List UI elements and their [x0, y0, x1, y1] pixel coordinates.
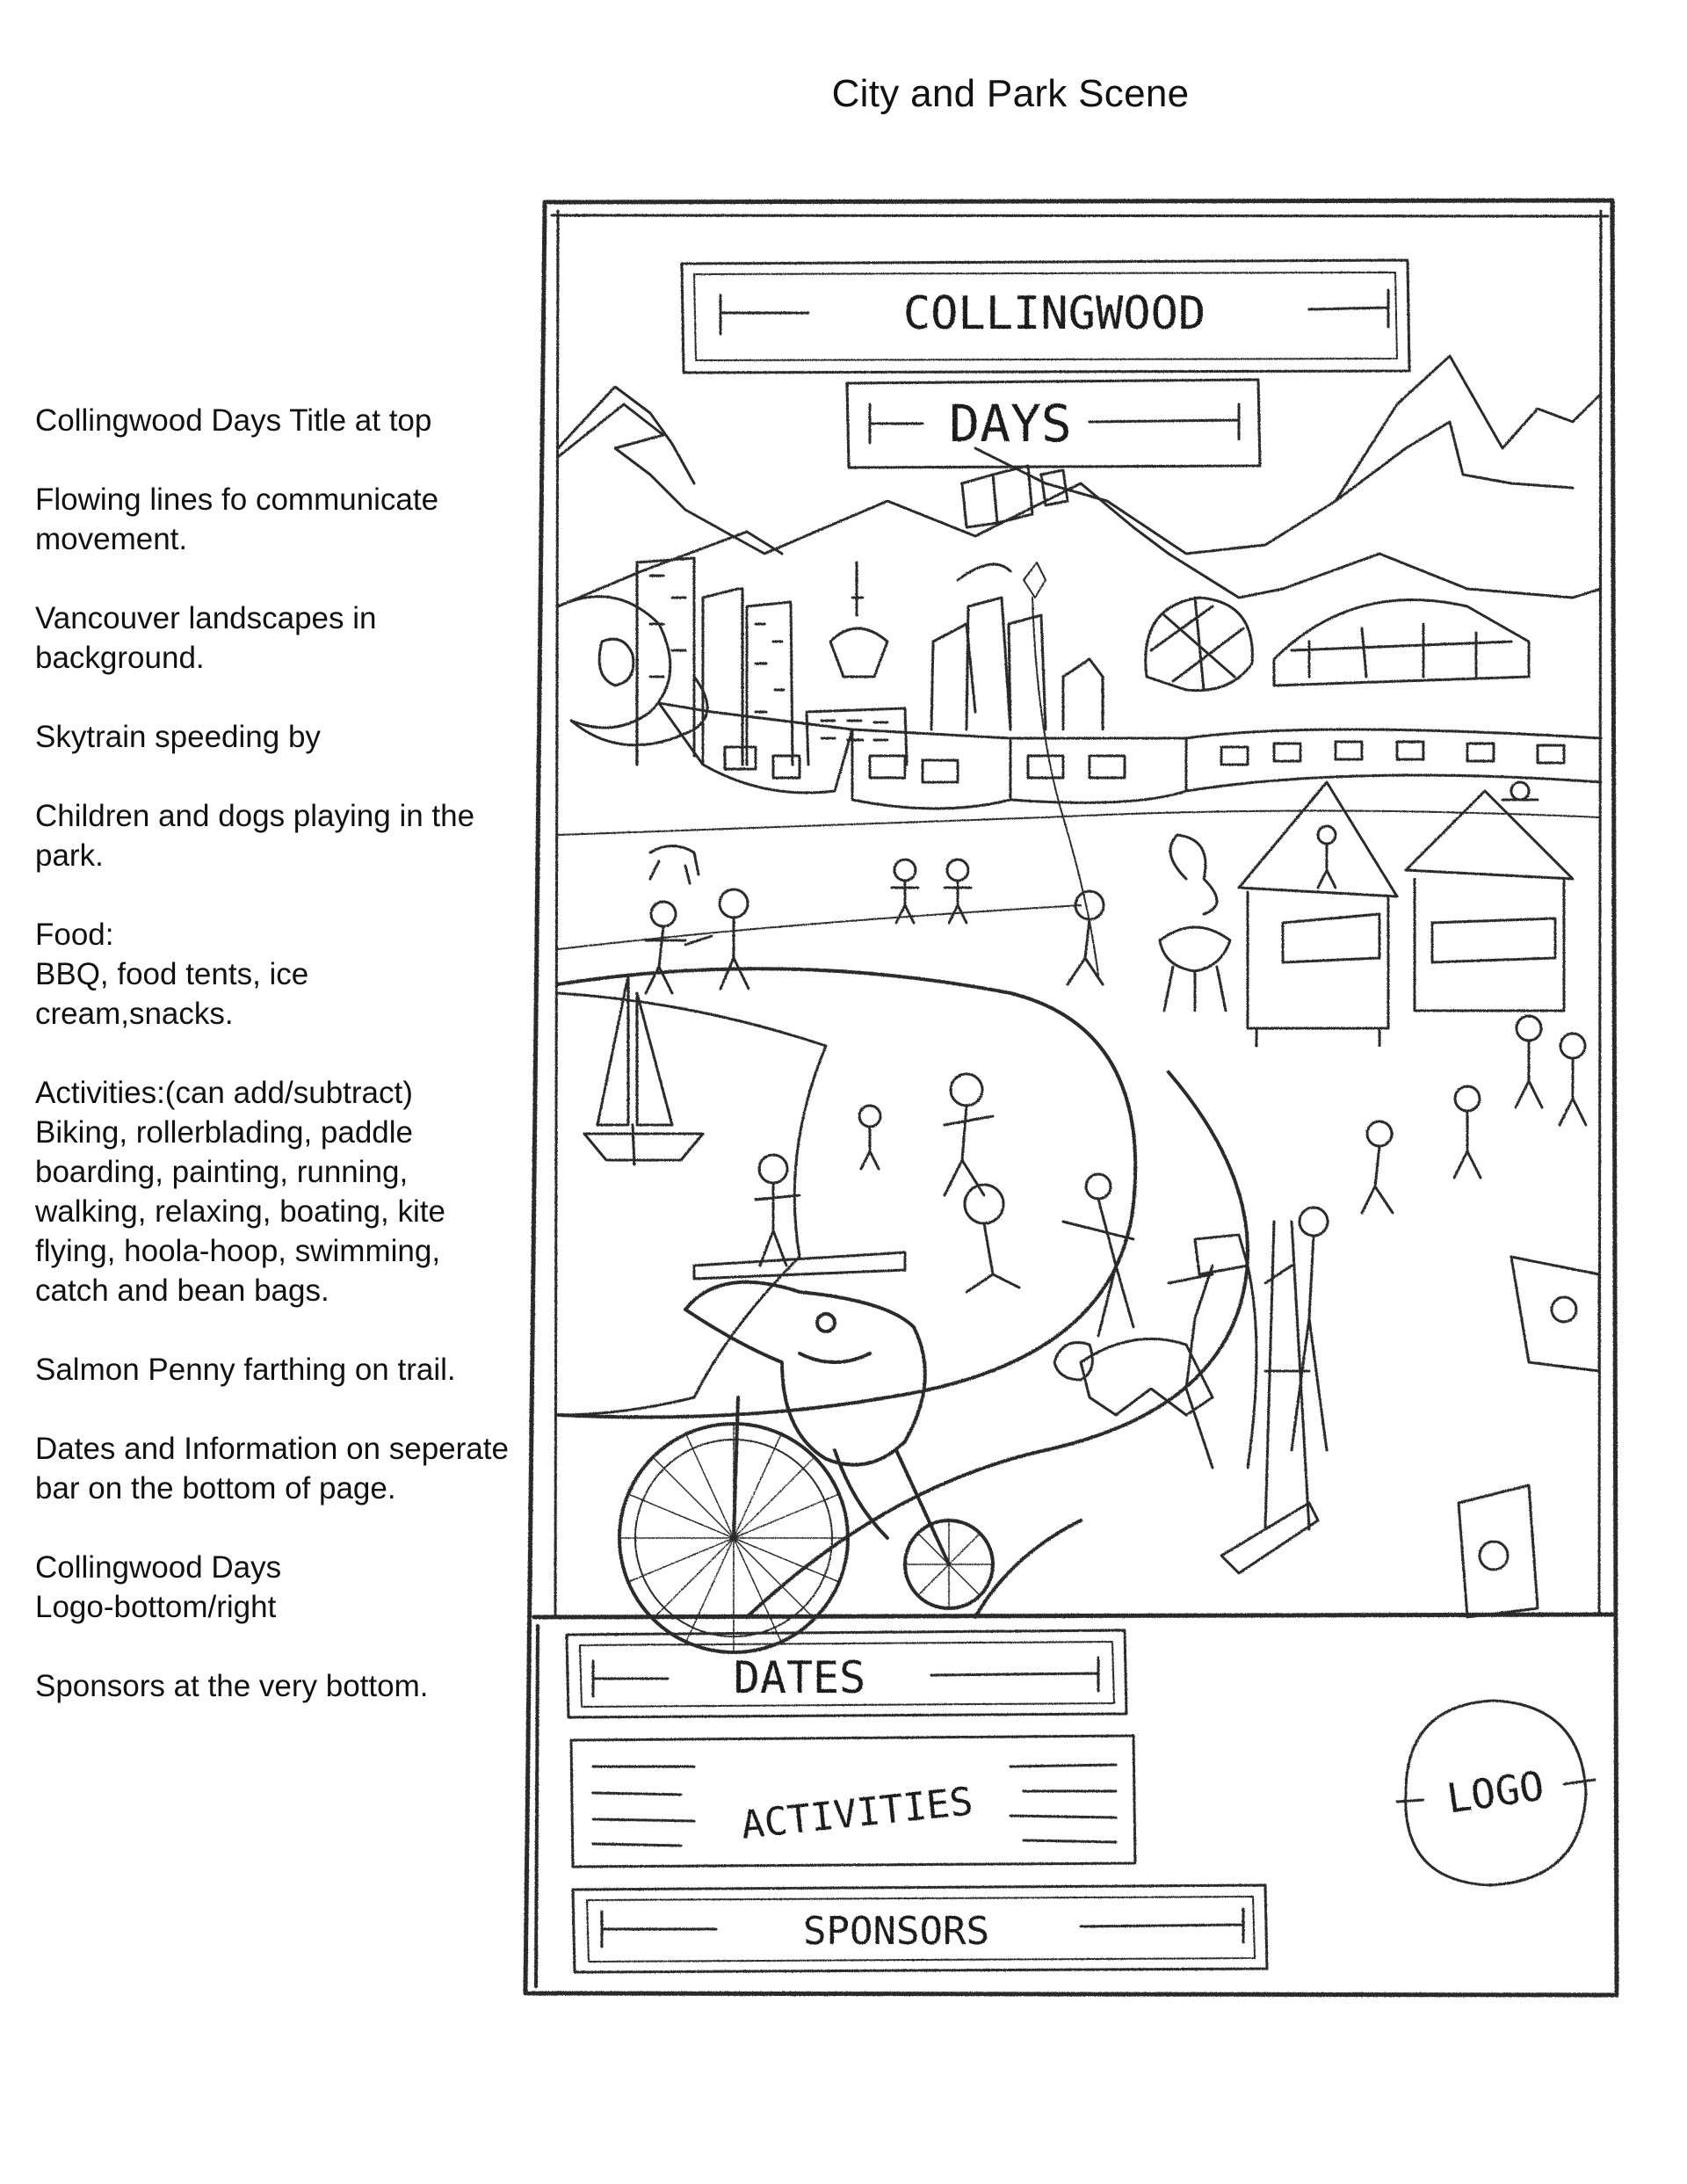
walker-with-leash	[1169, 1235, 1256, 1468]
sketch-sponsors-label: SPONSORS	[803, 1909, 989, 1954]
mountains	[558, 356, 1601, 606]
sailboat	[584, 976, 703, 1165]
stadium	[1274, 600, 1529, 686]
salmon-penny-farthing	[619, 1282, 993, 1652]
poster-sketch-drawing	[518, 185, 1625, 2004]
note-salmon: Salmon Penny farthing on trail.	[35, 1353, 456, 1387]
sketch-title-bottom: DAYS	[949, 394, 1072, 453]
park-figures	[646, 782, 1586, 1450]
science-world-dome	[1146, 598, 1253, 691]
poster-sketch	[518, 185, 1625, 2004]
bean-bag-board-right	[1511, 1257, 1599, 1371]
skytrain	[558, 597, 1601, 809]
sketch-title-top: COLLINGWOOD	[902, 287, 1206, 340]
bean-bag-board-bottom	[1459, 1485, 1538, 1617]
note-skytrain: Skytrain speeding by	[35, 720, 321, 754]
note-logo: Collingwood Days Logo-bottom/right	[35, 1550, 282, 1624]
sketch-logo-label: LOGO	[1444, 1761, 1547, 1823]
poster-frame	[525, 200, 1617, 1995]
note-dates-info: Dates and Information on seperate bar on the bottom of page.	[35, 1432, 509, 1506]
kite	[1024, 562, 1098, 976]
page-title: City and Park Scene	[831, 72, 1190, 115]
note-movement: Flowing lines fo communicate movement.	[35, 483, 439, 556]
note-activities: Activities:(can add/subtract) Biking, rollerblading, paddle boarding, painting, running, walking, relaxing, boating, kite flying, hoola-hoop, swimming, catch and bean bags.	[35, 1076, 445, 1308]
food-tent-left	[1239, 782, 1397, 1046]
note-title: Collingwood Days Title at top	[35, 403, 432, 438]
note-landscape: Vancouver landscapes in background.	[35, 601, 377, 675]
sketch-activities-label: ACTIVITIES	[738, 1779, 975, 1848]
note-sponsors: Sponsors at the very bottom.	[35, 1669, 429, 1703]
bbq-grill	[1160, 835, 1230, 1011]
sketch-dates-label: DATES	[733, 1652, 866, 1703]
note-food: Food: BBQ, food tents, ice cream,snacks.	[35, 918, 309, 1031]
note-children-dogs: Children and dogs playing in the park.	[35, 799, 475, 873]
lake	[558, 993, 826, 1415]
curving-trail	[558, 969, 1248, 1617]
food-tent-right	[1406, 791, 1573, 1011]
design-notes	[35, 401, 510, 1745]
